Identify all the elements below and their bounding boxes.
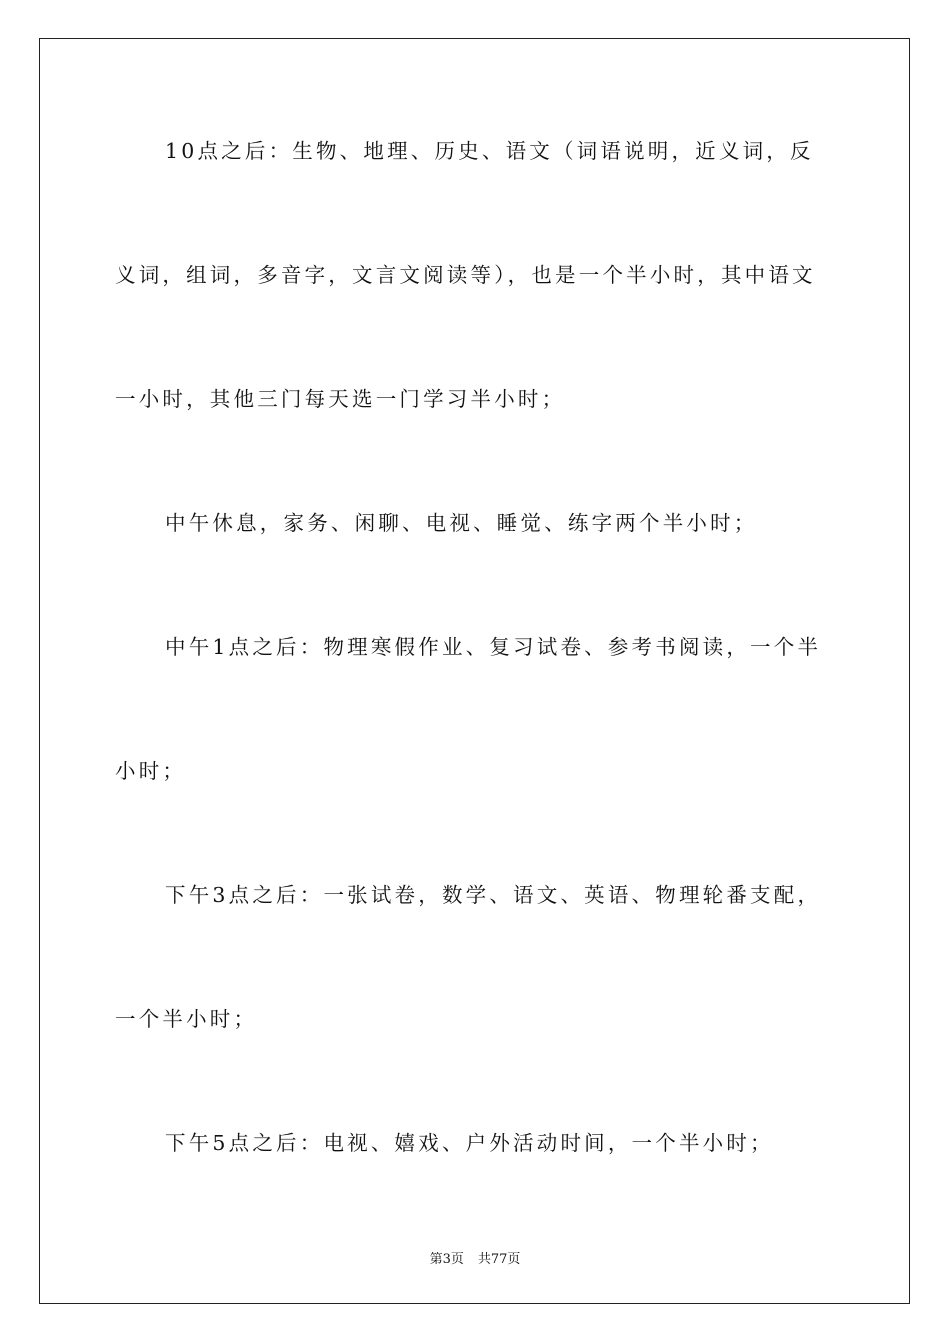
- paragraph-line: 中午1点之后：物理寒假作业、复习试卷、参考书阅读，一个半: [165, 635, 822, 659]
- paragraph-line: 下午5点之后：电视、嬉戏、户外活动时间，一个半小时；: [165, 1131, 774, 1155]
- paragraph-line: 中午休息，家务、闲聊、电视、睡觉、练字两个半小时；: [165, 511, 758, 535]
- paragraph-line: 一个半小时；: [115, 1007, 258, 1031]
- page-number: 第3页: [429, 1252, 464, 1267]
- paragraph-line: 10点之后：生物、地理、历史、语文（词语说明，近义词，反: [165, 139, 814, 163]
- total-pages: 共77页: [477, 1252, 521, 1267]
- paragraph-line: 下午3点之后：一张试卷，数学、语文、英语、物理轮番支配，: [165, 883, 822, 907]
- paragraph-line: 义词，组词，多音字，文言文阅读等），也是一个半小时，其中语文: [115, 263, 816, 287]
- page-border: [39, 38, 910, 1304]
- paragraph-line: 小时；: [115, 759, 187, 783]
- page-footer: [0, 1248, 950, 1267]
- paragraph-line: 一小时，其他三门每天选一门学习半小时；: [115, 387, 566, 411]
